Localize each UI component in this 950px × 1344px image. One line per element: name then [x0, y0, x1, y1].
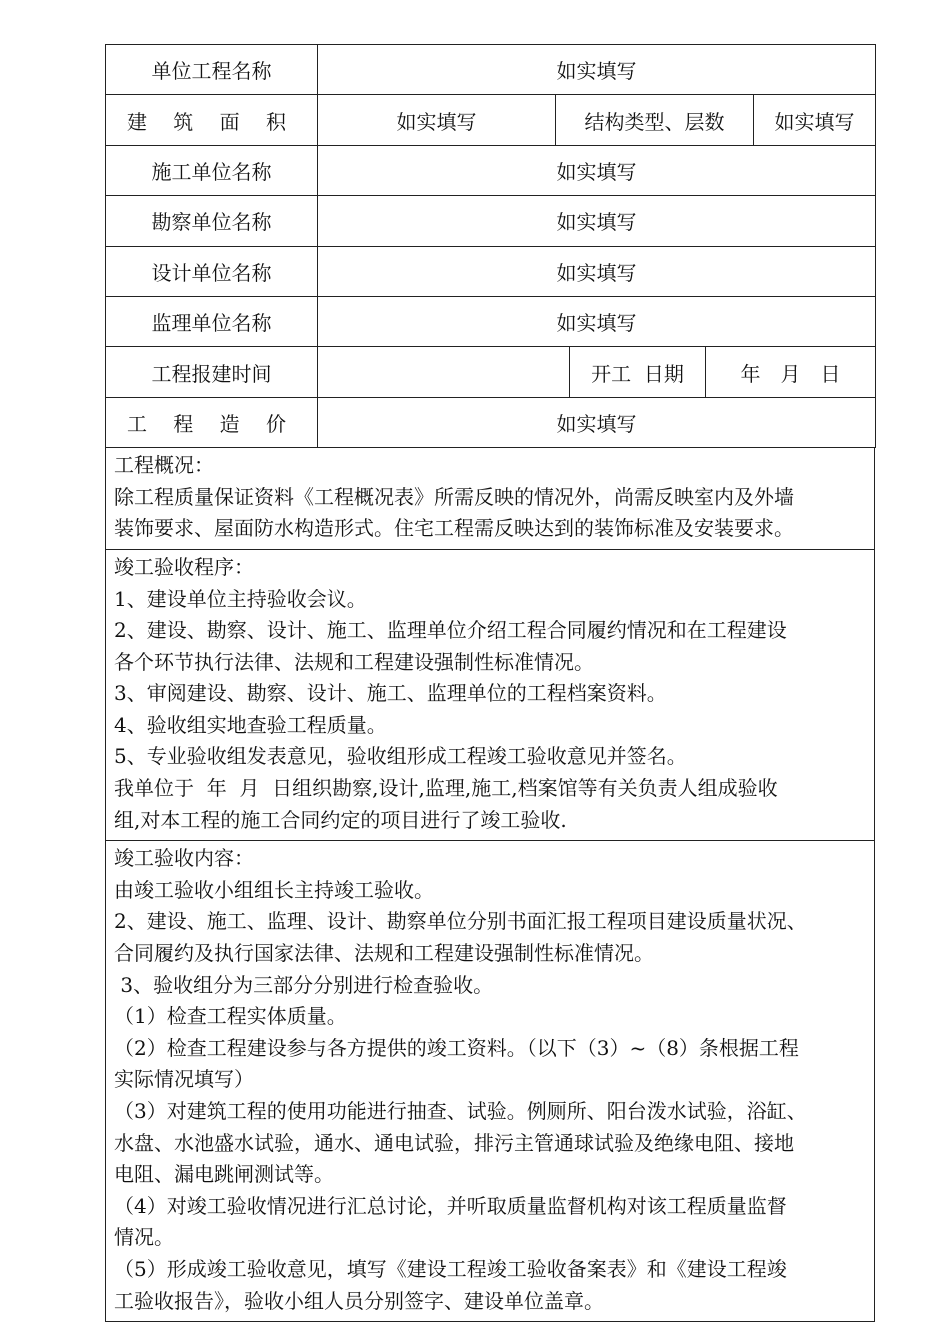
row-design-unit — [106, 246, 876, 296]
content-line: （3）对建筑工程的使用功能进行抽查、试验。例厕所、阳台泼水试验，浴缸、 — [114, 1099, 807, 1123]
label-building-area: 建 筑 面 积 — [106, 95, 318, 145]
content-line: （5）形成竣工验收意见，填写《建设工程竣工验收备案表》和《建设工程竣 — [114, 1256, 787, 1281]
value-structure-floors: 如实填写 — [754, 95, 876, 145]
project-info-table — [105, 44, 876, 448]
content-line: （2）检查工程建设参与各方提供的竣工资料。（以下（3）~（8）条根据工程 — [114, 1035, 799, 1060]
value-survey-unit: 如实填写 — [318, 196, 876, 246]
value-supervision-unit: 如实填写 — [318, 296, 876, 346]
acceptance-form — [105, 44, 875, 1322]
label-structure-floors: 结构类型、层数 — [556, 95, 754, 145]
value-start-date — [706, 347, 876, 397]
content-line: 合同履约及执行国家法律、法规和工程建设强制性标准情况。 — [114, 941, 654, 966]
day-label: 日 — [820, 361, 841, 386]
content-heading: 竣工验收内容： — [114, 846, 254, 871]
procedure-section — [105, 550, 875, 841]
label-start-date: 开工 日期 — [570, 347, 706, 397]
row-survey-unit — [106, 196, 876, 246]
row-supervision-unit — [106, 296, 876, 346]
value-design-unit: 如实填写 — [318, 246, 876, 296]
overview-section — [105, 448, 875, 550]
procedure-line: 我单位于 年 月 日组织勘察,设计,监理,施工,档案馆等有关负责人组成验收 — [114, 776, 778, 801]
procedure-line: 组,对本工程的施工合同约定的项目进行了竣工验收. — [114, 807, 567, 832]
label-project-name: 单位工程名称 — [106, 45, 318, 95]
content-line: 2、建设、施工、监理、设计、勘察单位分别书面汇报工程项目建设质量状况、 — [114, 909, 807, 934]
content-line: 实际情况填写） — [114, 1067, 254, 1092]
content-line: 电阻、漏电跳闸测试等。 — [114, 1162, 334, 1187]
label-survey-unit: 勘察单位名称 — [106, 196, 318, 246]
procedure-line: 2、建设、勘察、设计、施工、监理单位介绍工程合同履约情况和在工程建设 — [114, 618, 787, 643]
value-report-time — [318, 347, 570, 397]
row-project-name — [106, 45, 876, 95]
row-building-area — [106, 95, 876, 145]
content-line: （4）对竣工验收情况进行汇总讨论，并听取质量监督机构对该工程质量监督 — [114, 1193, 787, 1218]
label-report-time: 工程报建时间 — [106, 347, 318, 397]
year-label: 年 — [740, 361, 761, 386]
label-project-cost: 工 程 造 价 — [106, 397, 318, 447]
overview-line: 除工程质量保证资料《工程概况表》所需反映的情况外，尚需反映室内及外墙 — [114, 484, 794, 509]
row-report-time — [106, 347, 876, 397]
label-construction-unit: 施工单位名称 — [106, 145, 318, 195]
value-project-name: 如实填写 — [318, 45, 876, 95]
procedure-line: 4、验收组实地查验工程质量。 — [114, 712, 387, 737]
month-label: 月 — [780, 361, 801, 386]
value-construction-unit: 如实填写 — [318, 145, 876, 195]
content-section — [105, 841, 875, 1322]
procedure-heading: 竣工验收程序： — [114, 554, 254, 579]
content-line: 水盘、水池盛水试验，通水、通电试验，排污主管通球试验及绝缘电阻、接地 — [114, 1130, 794, 1155]
content-line: 3、验收组分为三部分分别进行检查验收。 — [114, 972, 494, 997]
row-construction-unit — [106, 145, 876, 195]
label-supervision-unit: 监理单位名称 — [106, 296, 318, 346]
overview-line: 装饰要求、屋面防水构造形式。住宅工程需反映达到的装饰标准及安装要求。 — [114, 516, 794, 541]
procedure-line: 5、专业验收组发表意见，验收组形成工程竣工验收意见并签名。 — [114, 744, 687, 769]
procedure-line: 各个环节执行法律、法规和工程建设强制性标准情况。 — [114, 649, 594, 674]
content-line: 工验收报告》，验收小组人员分别签字、建设单位盖章。 — [114, 1288, 604, 1313]
procedure-line: 1、建设单位主持验收会议。 — [114, 586, 367, 611]
procedure-line: 3、审阅建设、勘察、设计、施工、监理单位的工程档案资料。 — [114, 681, 667, 706]
value-project-cost: 如实填写 — [318, 397, 876, 447]
overview-heading: 工程概况： — [114, 453, 214, 478]
content-line: （1）检查工程实体质量。 — [114, 1004, 347, 1029]
label-design-unit: 设计单位名称 — [106, 246, 318, 296]
value-building-area: 如实填写 — [318, 95, 556, 145]
content-line: 由竣工验收小组组长主持竣工验收。 — [114, 877, 434, 902]
content-line: 情况。 — [114, 1225, 174, 1250]
row-project-cost — [106, 397, 876, 447]
